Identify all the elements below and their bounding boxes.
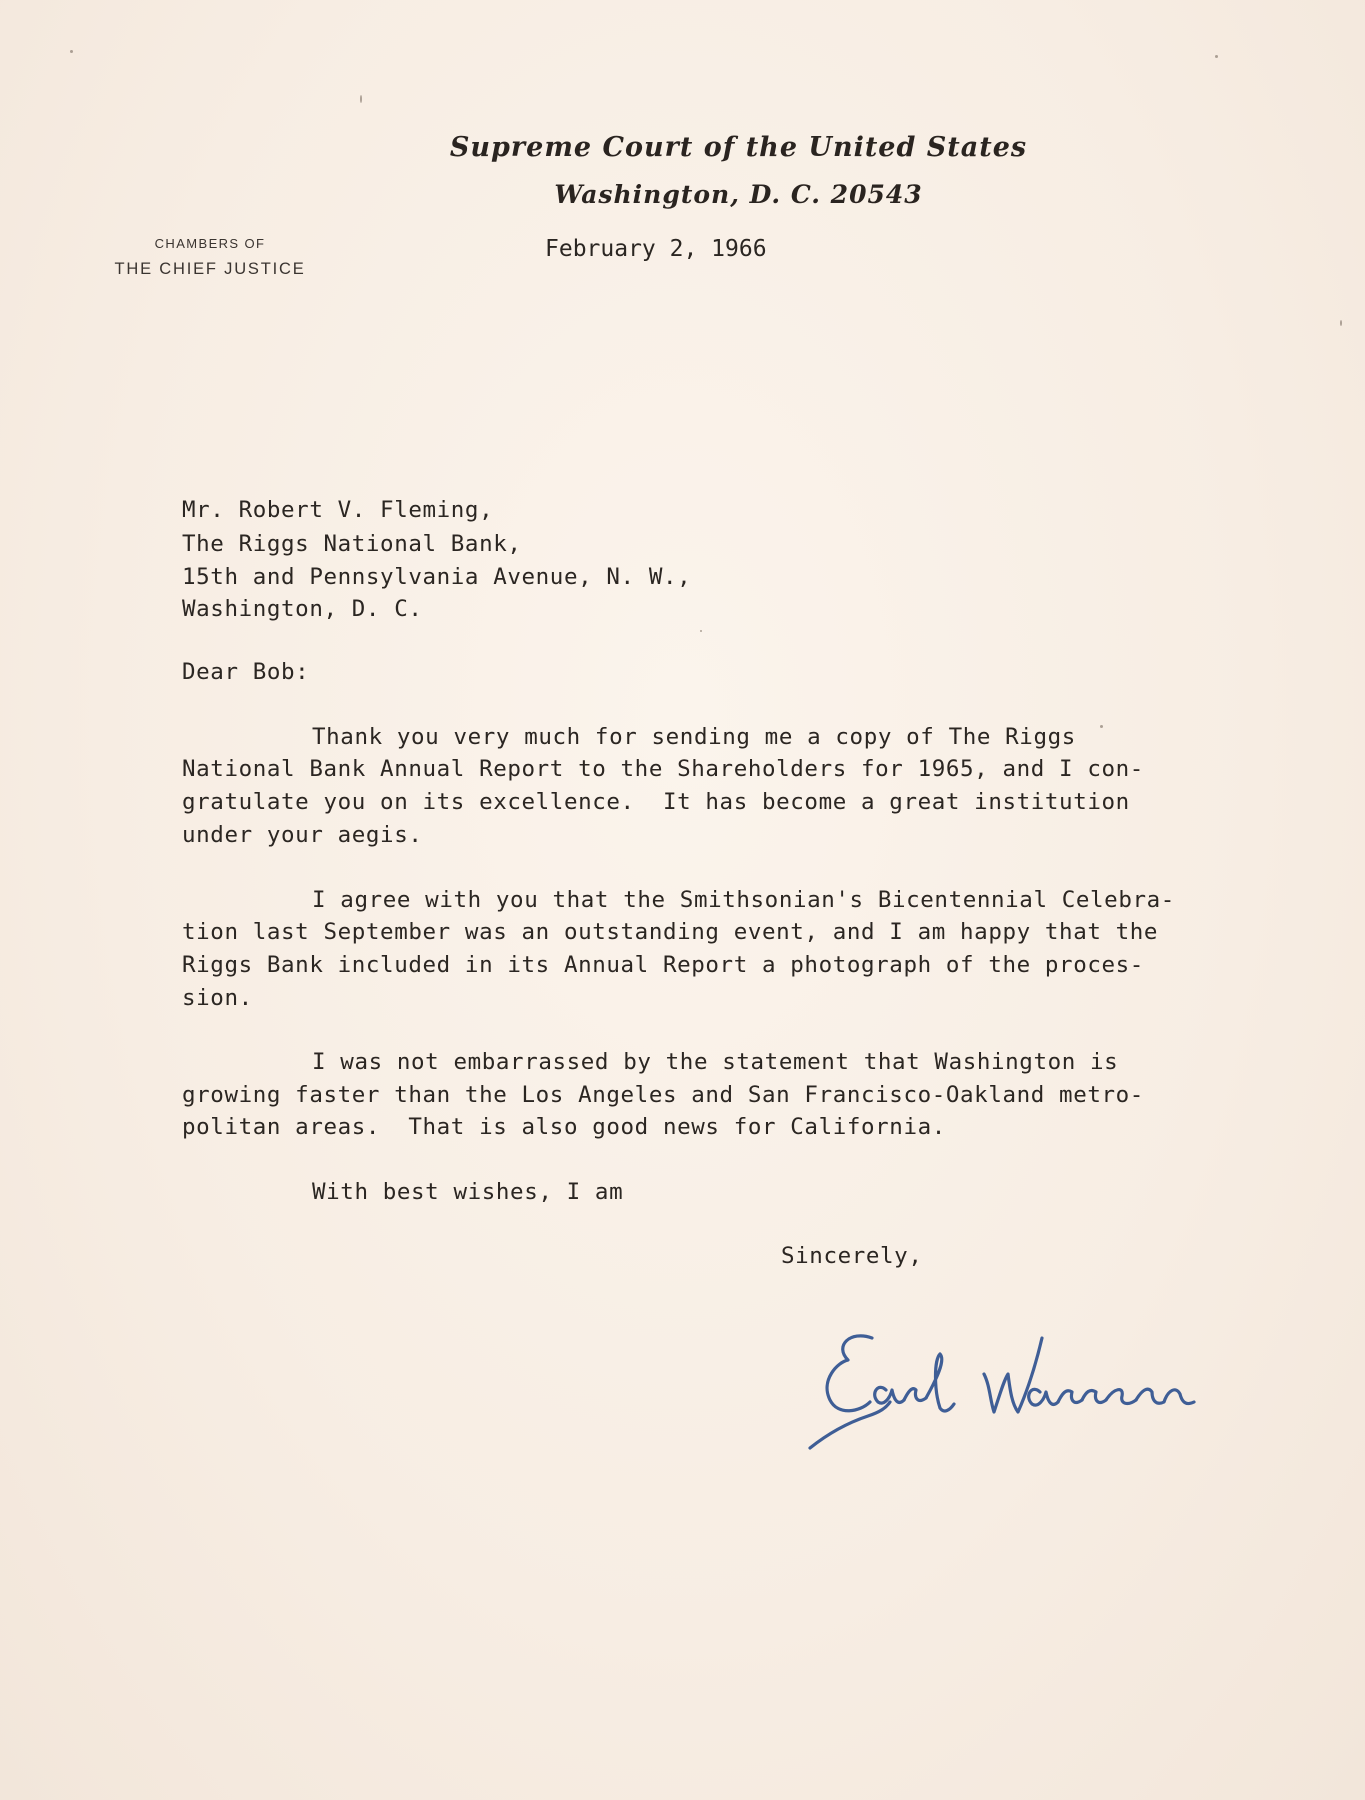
paragraph-3-line-2: growing faster than the Los Angeles and San Francisco-Oakland metro- — [182, 1082, 1144, 1108]
paper-speck — [1100, 725, 1103, 728]
chambers-of-label: CHAMBERS OF — [154, 236, 266, 251]
closing: Sincerely, — [781, 1243, 923, 1269]
address-line-4: Washington, D. C. — [182, 596, 423, 622]
paragraph-2-line-4: sion. — [182, 985, 253, 1011]
paragraph-1-line-2: National Bank Annual Report to the Shareholders for 1965, and I con- — [182, 756, 1144, 782]
chief-justice-label: THE CHIEF JUSTICE — [114, 260, 306, 278]
address-line-2: The Riggs National Bank, — [182, 531, 522, 557]
salutation: Dear Bob: — [182, 659, 310, 685]
sign-off-line: With best wishes, I am — [312, 1179, 624, 1205]
paragraph-2-line-3: Riggs Bank included in its Annual Report a photograph of the proces- — [182, 952, 1144, 978]
signature — [790, 1320, 1250, 1470]
paper-speck — [1215, 55, 1218, 58]
address-line-3: 15th and Pennsylvania Avenue, N. W., — [182, 564, 692, 590]
chambers-block — [100, 236, 320, 279]
paper-speck — [700, 630, 702, 632]
letterhead-city: Washington, D. C. 20543 — [554, 180, 923, 209]
letterhead-court: Supreme Court of the United States — [449, 132, 1028, 163]
paragraph-3-line-3: politan areas. That is also good news for California. — [182, 1114, 946, 1140]
paragraph-3-line-1: I was not embarrassed by the statement that Washington is — [312, 1049, 1119, 1075]
paper-speck — [70, 50, 73, 53]
paper-speck — [1340, 320, 1342, 326]
paragraph-1-line-4: under your aegis. — [182, 822, 423, 848]
paragraph-2-line-2: tion last September was an outstanding event, and I am happy that the — [182, 919, 1159, 945]
paragraph-1-line-3: gratulate you on its excellence. It has become a great institution — [182, 789, 1130, 815]
paragraph-1-line-1: Thank you very much for sending me a copy of The Riggs — [312, 724, 1076, 750]
paper-speck — [360, 95, 362, 103]
letter-date: February 2, 1966 — [545, 236, 767, 262]
address-line-1: Mr. Robert V. Fleming, — [182, 497, 494, 523]
paragraph-2-line-1: I agree with you that the Smithsonian's Bicentennial Celebra- — [312, 887, 1175, 913]
